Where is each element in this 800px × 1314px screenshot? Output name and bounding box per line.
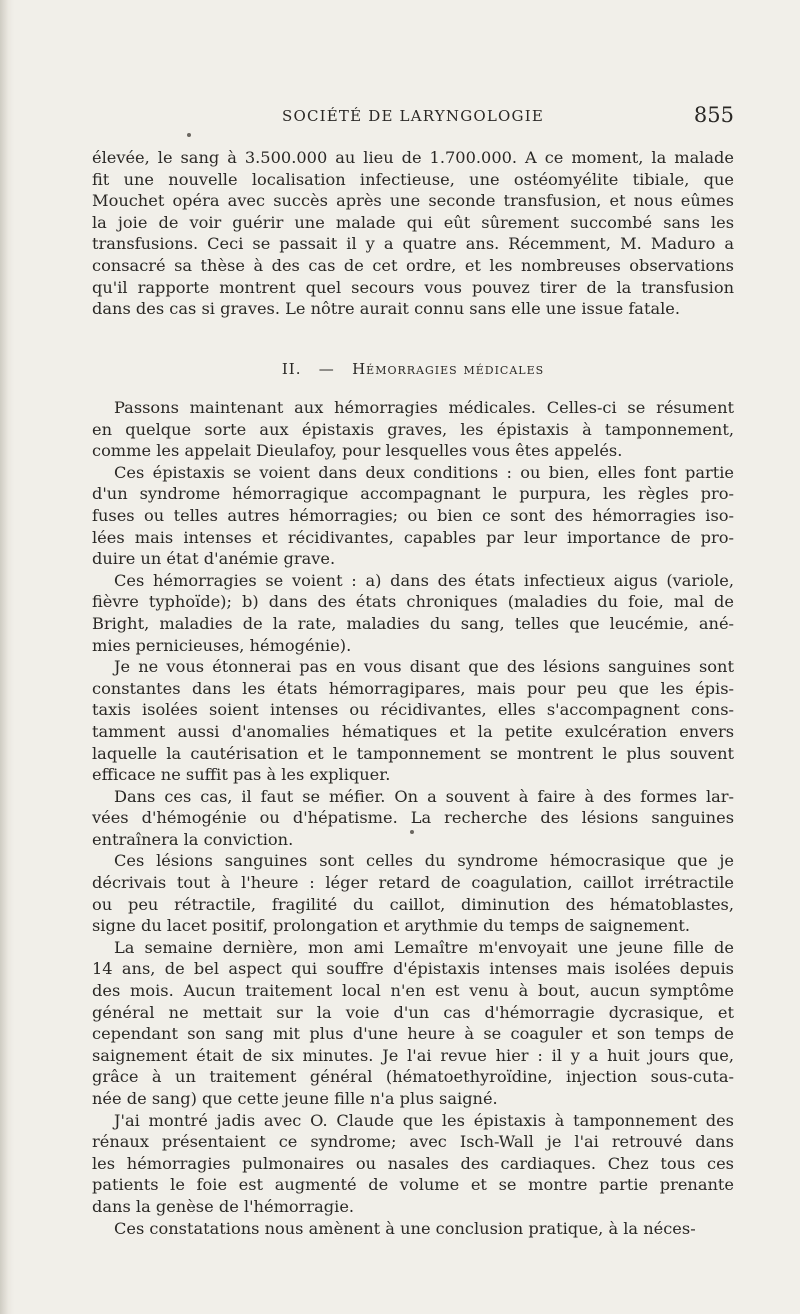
text-line: La semaine dernière, mon ami Lemaître m'envoyait une jeune fille de <box>114 937 734 957</box>
text-line: constantes dans les états hémorragipares, mais pour peu que les épis- <box>92 678 734 698</box>
text-line: mies pernicieuses, hémogénie). <box>92 635 352 655</box>
text-line: née de sang) que cette jeune fille n'a plus saigné. <box>92 1089 498 1108</box>
text-line: Ces constatations nous amènent à une conclusion pratique, à la néces- <box>114 1218 696 1238</box>
text-line: Bright, maladies de la rate, maladies du sang, telles que leucémie, ané- <box>92 613 734 633</box>
paragraph-continued <box>92 147 734 320</box>
page-number: 855 <box>693 103 734 127</box>
text-line: saignement était de six minutes. Je l'ai revue hier : il y a huit jours que, <box>92 1045 734 1065</box>
text-line: la joie de voir guérir une malade qui eût sûrement succombé sans les <box>92 212 734 232</box>
text-line: les hémorragies pulmonaires ou nasales des cardiaques. Chez tous ces <box>92 1153 734 1173</box>
text-line: dans des cas si graves. Le nôtre aurait connu sans elle une issue fatale. <box>92 299 681 319</box>
text-line: ou peu rétractile, fragilité du caillot, diminution des hématoblastes, <box>92 894 734 914</box>
text-line: grâce à un traitement général (hématoethyroïdine, injection sous-cuta- <box>92 1067 734 1087</box>
text-line: Ces hémorragies se voient : a) dans des états infectieux aigus (variole, <box>114 570 734 590</box>
text-line: qu'il rapporte montrent quel secours vous pouvez tirer de la transfusion <box>92 277 734 297</box>
text-line: des mois. Aucun traitement local n'en est venu à bout, aucun symptôme <box>92 981 734 1001</box>
text-line: taxis isolées soient intenses ou récidivantes, elles s'accompagnent cons- <box>92 700 734 720</box>
text-line: rénaux présentaient ce syndrome; avec Isch-Wall je l'ai retrouvé dans <box>92 1132 734 1152</box>
text-line: laquelle la cautérisation et le tamponnement se montrent le plus souvent <box>92 743 734 763</box>
page-header <box>92 103 734 131</box>
text-line: efficace ne suffit pas à les expliquer. <box>92 765 391 785</box>
text-line: élevée, le sang à 3.500.000 au lieu de 1.700.000. A ce moment, la malade <box>92 148 734 167</box>
text-line: Je ne vous étonnerai pas en vous disant que des lésions sanguines sont <box>114 657 734 677</box>
section-title: Hémorragies médicales <box>352 360 545 378</box>
section-dash: — <box>318 360 335 378</box>
text-line: duire un état d'anémie grave. <box>92 549 336 569</box>
text-line: dans la genèse de l'hémorragie. <box>92 1196 355 1216</box>
text-line: lées mais intenses et récidivantes, capables par leur importance de pro- <box>92 527 734 547</box>
section-body <box>92 397 734 1239</box>
text-line: fuses ou telles autres hémorragies; ou bien ce sont des hémorragies iso- <box>92 505 734 525</box>
text-line: d'un syndrome hémorragique accompagnant le purpura, les règles pro- <box>92 484 734 504</box>
section-number: II. <box>281 360 302 378</box>
text-line: entraînera la conviction. <box>92 829 294 849</box>
text-line: décrivais tout à l'heure : léger retard de coagulation, caillot irrétractile <box>92 873 734 893</box>
text-line: Passons maintenant aux hémorragies médicales. Celles-ci se résument <box>114 398 734 417</box>
speck-mark <box>187 133 191 137</box>
text-line: signe du lacet positif, prolongation et arythmie du temps de saignement. <box>92 916 690 936</box>
text-line: fit une nouvelle localisation infectieuse, une ostéomyélite tibiale, que <box>92 169 734 189</box>
text-line: comme les appelait Dieulafoy, pour lesquelles vous êtes appelés. <box>92 441 623 461</box>
text-line: Mouchet opéra avec succès après une seconde transfusion, et nous eûmes <box>92 191 734 211</box>
page-edge-shadow <box>0 0 14 1314</box>
text-line: tamment aussi d'anomalies hématiques et la petite exulcération envers <box>92 721 734 741</box>
text-line: vées d'hémogénie ou d'hépatisme. La recherche des lésions sanguines <box>92 808 734 828</box>
text-line: cependant son sang mit plus d'une heure à se coaguler et son temps de <box>92 1024 734 1044</box>
running-title: SOCIÉTÉ DE LARYNGOLOGIE <box>281 107 545 125</box>
text-line: fièvre typhoïde); b) dans des états chroniques (maladies du foie, mal de <box>92 592 734 612</box>
text-line: 14 ans, de bel aspect qui souffre d'épistaxis intenses mais isolées depuis <box>92 959 734 979</box>
section-heading <box>92 360 734 378</box>
text-line: Ces épistaxis se voient dans deux conditions : ou bien, elles font partie <box>114 462 734 482</box>
text-line: consacré sa thèse à des cas de cet ordre, et les nombreuses observations <box>92 255 734 275</box>
speck-mark <box>410 830 414 834</box>
text-line: général ne mettait sur la voie d'un cas d'hémorragie dycrasique, et <box>92 1002 734 1022</box>
text-line: en quelque sorte aux épistaxis graves, les épistaxis à tamponnement, <box>92 419 734 439</box>
text-line: Ces lésions sanguines sont celles du syndrome hémocrasique que je <box>114 851 734 871</box>
text-line: patients le foie est augmenté de volume et se montre partie prenante <box>92 1175 734 1195</box>
text-line: J'ai montré jadis avec O. Claude que les épistaxis à tamponnement des <box>114 1110 734 1130</box>
text-line: Dans ces cas, il faut se méfier. On a souvent à faire à des formes lar- <box>114 786 734 806</box>
text-line: transfusions. Ceci se passait il y a quatre ans. Récemment, M. Maduro a <box>92 234 734 254</box>
